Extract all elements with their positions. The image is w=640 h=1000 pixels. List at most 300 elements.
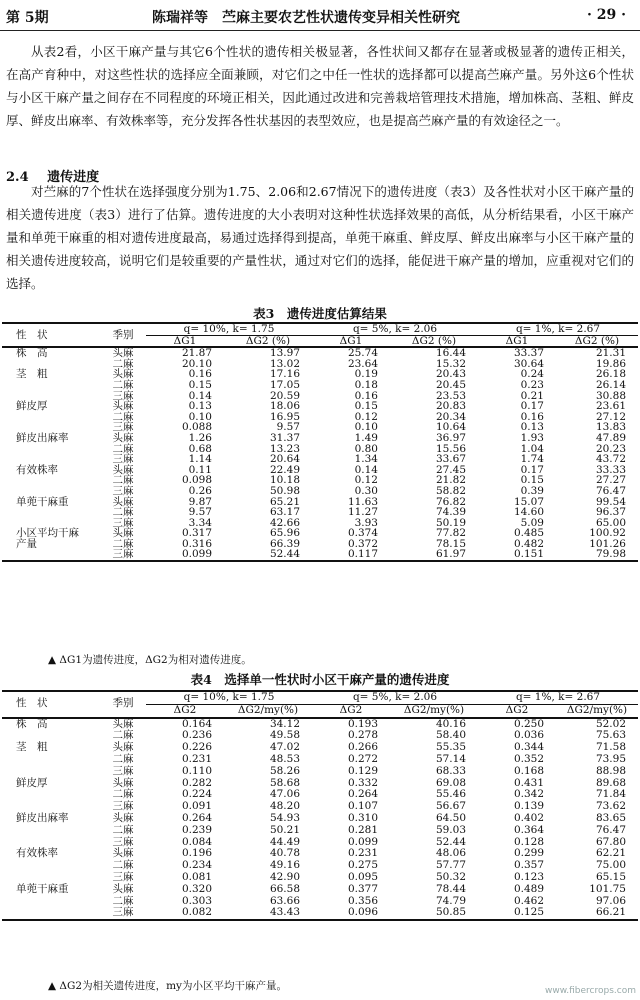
table4-value-cell: 0.234 xyxy=(181,859,212,872)
table3-value-cell: 0.13 xyxy=(188,400,212,413)
table3-value-cell: 30.64 xyxy=(513,357,544,370)
table4-value-cell: 34.12 xyxy=(269,717,300,730)
table4-season-cell: 三麻 xyxy=(112,870,134,883)
table4-value-cell: 0.352 xyxy=(513,752,544,765)
table4-season-cell: 三麻 xyxy=(112,835,134,848)
table3-value-cell: 30.88 xyxy=(595,389,626,402)
table4-value-cell: 0.310 xyxy=(347,811,378,824)
table4-value-cell: 50.85 xyxy=(435,906,466,919)
table3-value-cell: 0.11 xyxy=(188,463,212,476)
table3-value-cell: 0.10 xyxy=(354,421,378,434)
table3-season-cell: 三麻 xyxy=(112,516,134,529)
table4-row xyxy=(2,754,638,766)
table3-value-cell: 16.44 xyxy=(435,347,466,360)
table4-trait-cell xyxy=(2,896,100,908)
table3-value-cell: 0.17 xyxy=(520,463,544,476)
table3-season-cell: 二麻 xyxy=(112,474,134,487)
table3-value-cell: 33.33 xyxy=(595,463,626,476)
table4-value-cell: 40.78 xyxy=(269,847,300,860)
page-number: · 29 · xyxy=(587,7,626,23)
table3-value-cell: 21.31 xyxy=(595,347,626,360)
table4-trait-cell xyxy=(2,825,100,837)
table3-value-cell: 14.60 xyxy=(513,506,544,519)
table3-value-cell: 0.10 xyxy=(188,410,212,423)
table3-value-cell: 1.04 xyxy=(520,442,544,455)
table4-trait-cell: 鲜皮厚 xyxy=(16,776,48,789)
table4-value-cell: 0.231 xyxy=(347,847,378,860)
table3-value-cell: 9.87 xyxy=(188,495,212,508)
section-number: 2.4 xyxy=(6,170,29,185)
table3-trait-cell xyxy=(2,412,100,423)
table4-value-cell: 42.90 xyxy=(269,870,300,883)
table3-subheader: ΔG2 (%) xyxy=(556,335,638,347)
table4-value-cell: 47.06 xyxy=(269,788,300,801)
table3-value-cell: 5.09 xyxy=(520,516,544,529)
table3-value-cell: 0.12 xyxy=(354,474,378,487)
table3-value-cell: 9.57 xyxy=(188,506,212,519)
table4-value-cell: 0.282 xyxy=(181,776,212,789)
table4-value-cell: 49.58 xyxy=(269,729,300,742)
table3-value-cell: 9.57 xyxy=(276,421,300,434)
table3-value-cell: 20.43 xyxy=(435,368,466,381)
table4-season-cell: 三麻 xyxy=(112,764,134,777)
table4-value-cell: 89.68 xyxy=(595,776,626,789)
paragraph-2: 对苎麻的7个性状在选择强度分别为1.75、2.06和2.67情况下的遗传进度（表3）及各性状对小区干麻产量的相关遗传进度（表3）进行了估算。遗传进度的大小表明对这种性状选择效果的高低，从分析结果看，小区干麻产量和单蔸干麻重的相对遗传进度最高，易通过选择得到提高，单蔸干麻重、鲜皮厚、鲜皮出麻率与小区干麻产量的相关遗传进度较高，说明它们是较重要的产量性状，通过对它们的选择，能促进干麻产量的增加，应重视对它们的选择。 xyxy=(6,184,634,291)
table4-value-cell: 75.63 xyxy=(595,729,626,742)
table4-season-cell: 三麻 xyxy=(112,906,134,919)
table3-value-cell: 20.64 xyxy=(269,453,300,466)
running-header xyxy=(0,0,640,31)
table3-value-cell: 23.61 xyxy=(595,400,626,413)
table4-value-cell: 50.21 xyxy=(269,823,300,836)
table3-season-cell: 三麻 xyxy=(112,548,134,561)
table3-season-cell: 头麻 xyxy=(112,400,134,413)
table4-value-cell: 66.58 xyxy=(269,882,300,895)
table3-value-cell: 36.97 xyxy=(435,431,466,444)
table3-value-cell: 18.06 xyxy=(269,400,300,413)
table4-trait-cell xyxy=(2,907,100,920)
table4-value-cell: 0.125 xyxy=(513,906,544,919)
table4-value-cell: 58.40 xyxy=(435,729,466,742)
table4-value-cell: 97.06 xyxy=(595,894,626,907)
table4-value-cell: 0.489 xyxy=(513,882,544,895)
table3-season-cell: 二麻 xyxy=(112,357,134,370)
table3-value-cell: 13.83 xyxy=(595,421,626,434)
table4-value-cell: 83.65 xyxy=(595,811,626,824)
table4-value-cell: 88.98 xyxy=(595,764,626,777)
table3-season-cell: 头麻 xyxy=(112,347,134,360)
table4-value-cell: 54.93 xyxy=(269,811,300,824)
table4-value-cell: 58.26 xyxy=(269,764,300,777)
table3-value-cell: 13.02 xyxy=(269,357,300,370)
table3-value-cell: 61.97 xyxy=(435,548,466,561)
table3-value-cell: 1.34 xyxy=(354,453,378,466)
table3-season-cell: 头麻 xyxy=(112,431,134,444)
table4-value-cell: 0.091 xyxy=(181,800,212,813)
table4-trait-cell: 有效株率 xyxy=(16,847,58,860)
table3-value-cell: 19.86 xyxy=(595,357,626,370)
table4-season-cell: 头麻 xyxy=(112,882,134,895)
table3-trait-cell: 产量 xyxy=(16,537,37,550)
table4-value-cell: 49.16 xyxy=(269,859,300,872)
table4-note-text: ΔG2为相关遗传进度，my为小区平均干麻产量。 xyxy=(59,980,287,992)
table4-value-cell: 0.084 xyxy=(181,835,212,848)
table4-value-cell: 0.303 xyxy=(181,894,212,907)
table3-trait-cell: 鲜皮厚 xyxy=(16,400,48,413)
table3-value-cell: 11.63 xyxy=(347,495,378,508)
table3-value-cell: 16.95 xyxy=(269,410,300,423)
table4-value-cell: 0.082 xyxy=(181,906,212,919)
table4-value-cell: 0.266 xyxy=(347,741,378,754)
table4-value-cell: 48.20 xyxy=(269,800,300,813)
table3-value-cell: 0.117 xyxy=(347,548,378,561)
table3-value-cell: 3.34 xyxy=(188,516,212,529)
running-title: 陈瑞祥等 苎麻主要农艺性状遗传变异相关性研究 xyxy=(152,10,460,26)
table4-trait-header: 性 状 xyxy=(16,697,48,710)
table3-value-cell: 0.13 xyxy=(520,421,544,434)
table4-row xyxy=(2,884,638,896)
table3-value-cell: 0.16 xyxy=(354,389,378,402)
table4-season-cell: 头麻 xyxy=(112,847,134,860)
table3-value-cell: 0.316 xyxy=(181,537,212,550)
table3-value-cell: 43.72 xyxy=(595,453,626,466)
table4-value-cell: 48.06 xyxy=(435,847,466,860)
table3-value-cell: 26.18 xyxy=(595,368,626,381)
table3-value-cell: 0.23 xyxy=(520,378,544,391)
table4-value-cell: 52.44 xyxy=(435,835,466,848)
table3-value-cell: 0.16 xyxy=(188,368,212,381)
table3-value-cell: 20.10 xyxy=(181,357,212,370)
table4-value-cell: 68.33 xyxy=(435,764,466,777)
table3-value-cell: 15.32 xyxy=(435,357,466,370)
table3-season-cell: 二麻 xyxy=(112,442,134,455)
table4-trait-cell xyxy=(2,872,100,884)
table4-value-cell: 75.00 xyxy=(595,859,626,872)
table3-trait-cell xyxy=(2,549,100,561)
table3-value-cell: 42.66 xyxy=(269,516,300,529)
table3-season-cell: 二麻 xyxy=(112,410,134,423)
table4-value-cell: 101.75 xyxy=(589,882,626,895)
table4-row xyxy=(2,907,638,920)
table3-group-header: q= 5%, k= 2.06 xyxy=(312,323,478,335)
table3-value-cell: 0.17 xyxy=(520,400,544,413)
table3-row xyxy=(2,486,638,497)
table3-season-cell: 二麻 xyxy=(112,378,134,391)
table4-value-cell: 0.139 xyxy=(513,800,544,813)
table4-value-cell: 76.47 xyxy=(595,823,626,836)
table3-value-cell: 0.099 xyxy=(181,548,212,561)
table4-value-cell: 48.53 xyxy=(269,752,300,765)
table3-value-cell: 77.82 xyxy=(435,527,466,540)
table3-value-cell: 0.21 xyxy=(520,389,544,402)
table3-value-cell: 3.93 xyxy=(354,516,378,529)
table4-season-cell: 二麻 xyxy=(112,859,134,872)
table4-season-cell: 二麻 xyxy=(112,729,134,742)
table4-value-cell: 55.35 xyxy=(435,741,466,754)
table3-value-cell: 100.92 xyxy=(589,527,626,540)
table4-value-cell: 0.281 xyxy=(347,823,378,836)
table3-season-header: 季别 xyxy=(112,328,134,341)
table4-value-cell: 0.356 xyxy=(347,894,378,907)
table3-note: ▲ ΔG1为遗传进度，ΔG2为相对遗传进度。 xyxy=(48,654,252,666)
table4-trait-cell xyxy=(2,766,100,778)
table3-value-cell: 63.17 xyxy=(269,506,300,519)
table4-trait-cell: 单蔸干麻重 xyxy=(16,882,69,895)
table3-trait-cell: 单蔸干麻重 xyxy=(16,495,69,508)
table4-row xyxy=(2,825,638,837)
table4-value-cell: 0.320 xyxy=(181,882,212,895)
table3-caption: 表3 遗传进度估算结果 xyxy=(253,306,387,321)
table3-value-cell: 23.53 xyxy=(435,389,466,402)
table3-value-cell: 20.45 xyxy=(435,378,466,391)
table4-value-cell: 71.84 xyxy=(595,788,626,801)
table4-value-cell: 0.402 xyxy=(513,811,544,824)
table3-season-cell: 三麻 xyxy=(112,453,134,466)
table3-value-cell: 0.15 xyxy=(188,378,212,391)
table3-season-cell: 头麻 xyxy=(112,463,134,476)
table4-subheader: ΔG2/my(%) xyxy=(224,704,312,717)
table4-season-cell: 二麻 xyxy=(112,752,134,765)
table3-trait-cell xyxy=(2,486,100,497)
table3-value-cell: 27.27 xyxy=(595,474,626,487)
table3-trait-cell xyxy=(2,444,100,455)
table4-value-cell: 43.43 xyxy=(269,906,300,919)
table3-value-cell: 1.26 xyxy=(188,431,212,444)
table4-subheader: ΔG2/my(%) xyxy=(556,704,638,717)
table3-value-cell: 13.97 xyxy=(269,347,300,360)
table4-trait-cell: 茎 粗 xyxy=(16,741,48,754)
table4-value-cell: 0.357 xyxy=(513,859,544,872)
table3-season-cell: 头麻 xyxy=(112,495,134,508)
table3-value-cell: 26.14 xyxy=(595,378,626,391)
table4-value-cell: 0.275 xyxy=(347,859,378,872)
table4-value-cell: 73.62 xyxy=(595,800,626,813)
table4-value-cell: 0.462 xyxy=(513,894,544,907)
table4-value-cell: 0.128 xyxy=(513,835,544,848)
table4-note: ▲ ΔG2为相关遗传进度，my为小区平均干麻产量。 xyxy=(48,980,287,992)
table4-value-cell: 0.123 xyxy=(513,870,544,883)
table4-value-cell: 47.02 xyxy=(269,741,300,754)
table4-season-cell: 头麻 xyxy=(112,741,134,754)
table4-value-cell: 50.32 xyxy=(435,870,466,883)
table3-trait-cell xyxy=(2,380,100,391)
section-title: 遗传进度 xyxy=(47,170,100,185)
table4-season-cell: 头麻 xyxy=(112,776,134,789)
table4-value-cell: 0.110 xyxy=(181,764,212,777)
table4-value-cell: 65.15 xyxy=(595,870,626,883)
table4-value-cell: 69.08 xyxy=(435,776,466,789)
table4-value-cell: 52.02 xyxy=(595,717,626,730)
table3-season-cell: 三麻 xyxy=(112,421,134,434)
table3-value-cell: 20.23 xyxy=(595,442,626,455)
table3-value-cell: 0.80 xyxy=(354,442,378,455)
table4-value-cell: 0.377 xyxy=(347,882,378,895)
table3-season-cell: 头麻 xyxy=(112,368,134,381)
table4-value-cell: 67.80 xyxy=(595,835,626,848)
table3-season-cell: 二麻 xyxy=(112,537,134,550)
table4-value-cell: 0.278 xyxy=(347,729,378,742)
table3-trait-cell: 株 高 xyxy=(16,347,48,360)
table4-value-cell: 66.21 xyxy=(595,906,626,919)
table4-value-cell: 58.68 xyxy=(269,776,300,789)
table4-trait-cell xyxy=(2,754,100,766)
table3-value-cell: 58.82 xyxy=(435,484,466,497)
table3-value-cell: 0.485 xyxy=(513,527,544,540)
table3-value-cell: 0.482 xyxy=(513,537,544,550)
table3-value-cell: 74.39 xyxy=(435,506,466,519)
table4-value-cell: 0.264 xyxy=(347,788,378,801)
table3-value-cell: 65.21 xyxy=(269,495,300,508)
table3-value-cell: 0.088 xyxy=(181,421,212,434)
table4-group-header: q= 10%, k= 1.75 xyxy=(146,691,312,704)
table3-value-cell: 15.56 xyxy=(435,442,466,455)
table3-group-header: q= 10%, k= 1.75 xyxy=(146,323,312,335)
table3-value-cell: 0.18 xyxy=(354,378,378,391)
table3-season-cell: 三麻 xyxy=(112,484,134,497)
table3-value-cell: 0.19 xyxy=(354,368,378,381)
table3-value-cell: 33.37 xyxy=(513,347,544,360)
table3-value-cell: 23.64 xyxy=(347,357,378,370)
table3-value-cell: 0.15 xyxy=(354,400,378,413)
table3-trait-cell xyxy=(2,475,100,486)
table4-value-cell: 0.196 xyxy=(181,847,212,860)
table4-value-cell: 78.44 xyxy=(435,882,466,895)
table3-value-cell: 13.23 xyxy=(269,442,300,455)
table3-value-cell: 20.83 xyxy=(435,400,466,413)
table3-subheader: ΔG1 xyxy=(312,335,390,347)
table4-value-cell: 0.226 xyxy=(181,741,212,754)
table3-note-text: ΔG1为遗传进度，ΔG2为相对遗传进度。 xyxy=(59,654,252,666)
table3-trait-header: 性 状 xyxy=(16,328,48,341)
table3-value-cell: 78.15 xyxy=(435,537,466,550)
table3-value-cell: 0.15 xyxy=(520,474,544,487)
table4-value-cell: 74.79 xyxy=(435,894,466,907)
table3-value-cell: 76.82 xyxy=(435,495,466,508)
table3-value-cell: 0.372 xyxy=(347,537,378,550)
table4-value-cell: 0.107 xyxy=(347,800,378,813)
table3-value-cell: 52.44 xyxy=(269,548,300,561)
table3-group-header: q= 1%, k= 2.67 xyxy=(478,323,638,335)
table3-subheader: ΔG1 xyxy=(146,335,224,347)
table4-season-cell: 二麻 xyxy=(112,788,134,801)
table4-value-cell: 59.03 xyxy=(435,823,466,836)
table4-value-cell: 55.46 xyxy=(435,788,466,801)
table3-value-cell: 66.39 xyxy=(269,537,300,550)
table3-value-cell: 1.14 xyxy=(188,453,212,466)
table3-value-cell: 76.47 xyxy=(595,484,626,497)
table3-value-cell: 0.14 xyxy=(354,463,378,476)
table4-value-cell: 0.081 xyxy=(181,870,212,883)
table4-value-cell: 0.239 xyxy=(181,823,212,836)
table4-value-cell: 0.344 xyxy=(513,741,544,754)
table3-value-cell: 0.14 xyxy=(188,389,212,402)
table3-value-cell: 33.67 xyxy=(435,453,466,466)
table4-value-cell: 0.431 xyxy=(513,776,544,789)
table4-value-cell: 0.332 xyxy=(347,776,378,789)
table3-value-cell: 0.39 xyxy=(520,484,544,497)
table3-value-cell: 20.34 xyxy=(435,410,466,423)
table3-trait-cell: 有效株率 xyxy=(16,463,58,476)
table4-row xyxy=(2,872,638,884)
table4-group-header: q= 1%, k= 2.67 xyxy=(478,691,638,704)
table4-row xyxy=(2,813,638,825)
table3-value-cell: 99.54 xyxy=(595,495,626,508)
table4-season-header: 季别 xyxy=(112,697,134,710)
table3-value-cell: 20.59 xyxy=(269,389,300,402)
table3-value-cell: 15.07 xyxy=(513,495,544,508)
table4-season-cell: 头麻 xyxy=(112,717,134,730)
table4-subheader: ΔG2 xyxy=(146,704,224,717)
table4-row xyxy=(2,766,638,778)
table3-value-cell: 21.82 xyxy=(435,474,466,487)
table3-value-cell: 65.96 xyxy=(269,527,300,540)
table3-value-cell: 1.49 xyxy=(354,431,378,444)
table3-value-cell: 0.374 xyxy=(347,527,378,540)
paragraph-1: 从表2看，小区干麻产量与其它6个性状的遗传相关极显著，各性状间又都存在显著或极显著的遗传正相关，在高产育种中，对这些性状的选择应全面兼顾，对它们之中任一性状的选择都可以提高苎麻产量。另外这6个性状与小区干麻产量之间存在不同程度的环境正相关，因此通过改进和完善栽培管理技术措施，增加株高、茎粗、鲜皮厚、鲜皮出麻率、有效株率等，充分发挥各性状基因的表型效应，也是提高苎麻产量的有效途径之一。 xyxy=(6,44,634,128)
table4 xyxy=(2,690,638,921)
table3-subheader: ΔG1 xyxy=(478,335,556,347)
table3-subheader: ΔG2 (%) xyxy=(390,335,478,347)
table3-value-cell: 0.317 xyxy=(181,527,212,540)
table4-value-cell: 57.77 xyxy=(435,859,466,872)
table4-season-cell: 二麻 xyxy=(112,894,134,907)
table3-value-cell: 0.24 xyxy=(520,368,544,381)
table3-value-cell: 0.26 xyxy=(188,484,212,497)
table3-value-cell: 96.37 xyxy=(595,506,626,519)
table4-season-cell: 头麻 xyxy=(112,811,134,824)
table3-season-cell: 二麻 xyxy=(112,506,134,519)
table3-season-cell: 头麻 xyxy=(112,527,134,540)
table3-value-cell: 50.19 xyxy=(435,516,466,529)
table4-value-cell: 40.16 xyxy=(435,717,466,730)
table4-value-cell: 0.250 xyxy=(513,717,544,730)
table3-value-cell: 1.74 xyxy=(520,453,544,466)
table3-value-cell: 21.87 xyxy=(181,347,212,360)
table4-value-cell: 57.14 xyxy=(435,752,466,765)
table3-value-cell: 50.98 xyxy=(269,484,300,497)
table4-trait-cell xyxy=(2,789,100,801)
table4-season-cell: 二麻 xyxy=(112,823,134,836)
table3-value-cell: 17.05 xyxy=(269,378,300,391)
table3-value-cell: 65.00 xyxy=(595,516,626,529)
table3-trait-cell: 小区平均干麻 xyxy=(16,527,79,540)
issue-number: 第 5期 xyxy=(6,10,49,26)
table4-season-cell: 三麻 xyxy=(112,800,134,813)
watermark: www.fibercrops.com xyxy=(545,986,636,996)
table3-value-cell: 0.30 xyxy=(354,484,378,497)
table3 xyxy=(2,322,638,562)
table4-value-cell: 0.264 xyxy=(181,811,212,824)
table4-value-cell: 73.95 xyxy=(595,752,626,765)
table3-value-cell: 0.12 xyxy=(354,410,378,423)
table4-trait-cell: 鲜皮出麻率 xyxy=(16,811,69,824)
table3-value-cell: 27.45 xyxy=(435,463,466,476)
table3-value-cell: 25.74 xyxy=(347,347,378,360)
table4-value-cell: 71.58 xyxy=(595,741,626,754)
table4-subheader: ΔG2 xyxy=(478,704,556,717)
table4-group-header: q= 5%, k= 2.06 xyxy=(312,691,478,704)
table4-value-cell: 0.224 xyxy=(181,788,212,801)
table3-row xyxy=(2,433,638,444)
table4-value-cell: 0.193 xyxy=(347,717,378,730)
table4-value-cell: 0.095 xyxy=(347,870,378,883)
table4-value-cell: 62.21 xyxy=(595,847,626,860)
table3-season-cell: 三麻 xyxy=(112,389,134,402)
table4-value-cell: 0.272 xyxy=(347,752,378,765)
table4-value-cell: 0.364 xyxy=(513,823,544,836)
table3-value-cell: 101.26 xyxy=(589,537,626,550)
table3-trait-cell: 茎 粗 xyxy=(16,368,48,381)
